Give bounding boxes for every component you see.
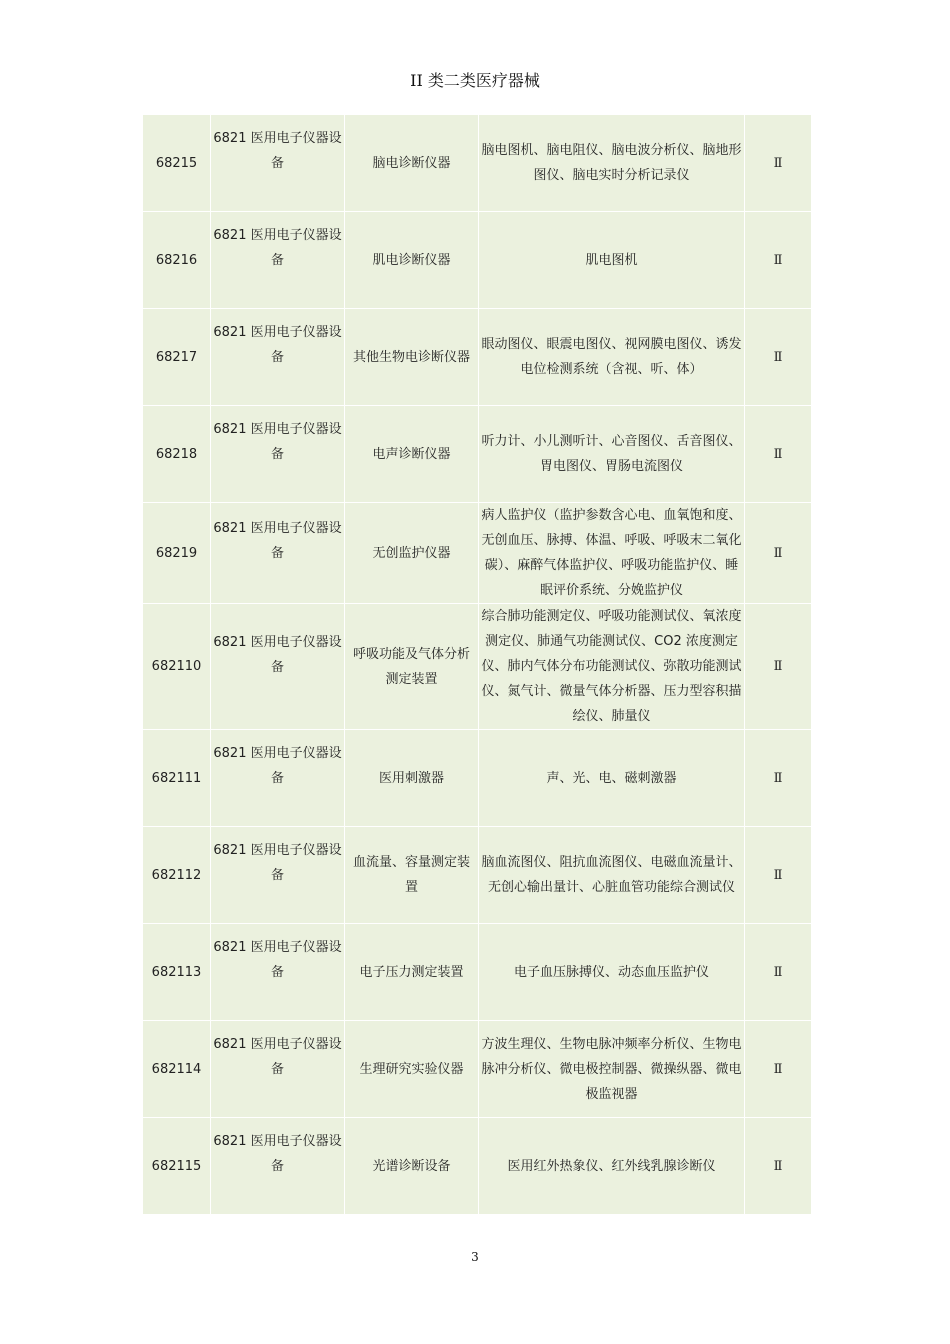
management-class-cell: Ⅱ <box>745 730 812 827</box>
product-code-cell: 68218 <box>143 406 211 503</box>
table-row <box>143 1118 812 1215</box>
product-name-cell: 医用刺激器 <box>345 730 479 827</box>
page-number: 3 <box>471 1250 479 1264</box>
table-row <box>143 406 812 503</box>
management-class-cell: Ⅱ <box>745 1118 812 1215</box>
category-text: 6821 医用电子仪器设备 <box>213 1134 342 1174</box>
examples-cell: 肌电图机 <box>479 212 745 309</box>
management-class-cell: Ⅱ <box>745 1021 812 1118</box>
product-name-cell: 脑电诊断仪器 <box>345 115 479 212</box>
management-class-cell: Ⅱ <box>745 115 812 212</box>
product-name-cell: 肌电诊断仪器 <box>345 212 479 309</box>
product-name-cell: 呼吸功能及气体分析测定装置 <box>345 604 479 730</box>
category-text: 6821 医用电子仪器设备 <box>213 131 342 171</box>
table-row <box>143 212 812 309</box>
product-code-cell: 682112 <box>143 827 211 924</box>
product-name-cell: 电声诊断仪器 <box>345 406 479 503</box>
product-name-cell: 其他生物电诊断仪器 <box>345 309 479 406</box>
table-row <box>143 1021 812 1118</box>
category-text: 6821 医用电子仪器设备 <box>213 521 342 561</box>
product-name-cell: 生理研究实验仪器 <box>345 1021 479 1118</box>
category-text: 6821 医用电子仪器设备 <box>213 843 342 883</box>
table-row <box>143 503 812 604</box>
product-code-cell: 682114 <box>143 1021 211 1118</box>
product-code-cell: 68216 <box>143 212 211 309</box>
table-row <box>143 827 812 924</box>
page-title: II 类二类医疗器械 <box>410 71 540 90</box>
product-name-cell: 电子压力测定装置 <box>345 924 479 1021</box>
category-cell <box>211 115 345 212</box>
category-cell <box>211 924 345 1021</box>
product-code-cell: 68217 <box>143 309 211 406</box>
category-cell <box>211 604 345 730</box>
examples-cell: 电子血压脉搏仪、动态血压监护仪 <box>479 924 745 1021</box>
management-class-cell: Ⅱ <box>745 924 812 1021</box>
examples-cell: 综合肺功能测定仪、呼吸功能测试仪、氧浓度测定仪、肺通气功能测试仪、CO2 浓度测定仪、肺内气体分布功能测试仪、弥散功能测试仪、氮气计、微量气体分析器、压力型容积描绘仪、肺量仪 <box>479 604 745 730</box>
examples-cell: 方波生理仪、生物电脉冲频率分析仪、生物电脉冲分析仪、微电极控制器、微操纵器、微电极监视器 <box>479 1021 745 1118</box>
category-text: 6821 医用电子仪器设备 <box>213 940 342 980</box>
examples-cell: 声、光、电、磁刺激器 <box>479 730 745 827</box>
table-row <box>143 309 812 406</box>
category-cell <box>211 827 345 924</box>
table-row <box>143 604 812 730</box>
product-name-cell: 无创监护仪器 <box>345 503 479 604</box>
category-text: 6821 医用电子仪器设备 <box>213 1037 342 1077</box>
product-code-cell: 682110 <box>143 604 211 730</box>
product-code-cell: 682111 <box>143 730 211 827</box>
product-code-cell: 682113 <box>143 924 211 1021</box>
examples-cell: 医用红外热象仪、红外线乳腺诊断仪 <box>479 1118 745 1215</box>
category-cell <box>211 309 345 406</box>
examples-cell: 脑电图机、脑电阻仪、脑电波分析仪、脑地形图仪、脑电实时分析记录仪 <box>479 115 745 212</box>
product-code-cell: 68215 <box>143 115 211 212</box>
category-text: 6821 医用电子仪器设备 <box>213 634 342 675</box>
category-cell <box>211 1021 345 1118</box>
table-row <box>143 730 812 827</box>
device-catalog-table <box>142 114 812 1215</box>
product-name-cell: 血流量、容量测定装置 <box>345 827 479 924</box>
examples-cell: 眼动图仪、眼震电图仪、视网膜电图仪、诱发电位检测系统（含视、听、体） <box>479 309 745 406</box>
category-cell <box>211 1118 345 1215</box>
category-text: 6821 医用电子仪器设备 <box>213 746 342 786</box>
category-text: 6821 医用电子仪器设备 <box>213 325 342 365</box>
management-class-cell: Ⅱ <box>745 309 812 406</box>
examples-cell: 脑血流图仪、阻抗血流图仪、电磁血流量计、无创心输出量计、心脏血管功能综合测试仪 <box>479 827 745 924</box>
category-cell <box>211 406 345 503</box>
category-cell <box>211 730 345 827</box>
category-text: 6821 医用电子仪器设备 <box>213 422 342 462</box>
category-cell <box>211 503 345 604</box>
management-class-cell: Ⅱ <box>745 827 812 924</box>
category-cell <box>211 212 345 309</box>
management-class-cell: Ⅱ <box>745 406 812 503</box>
product-name-cell: 光谱诊断设备 <box>345 1118 479 1215</box>
management-class-cell: Ⅱ <box>745 503 812 604</box>
product-code-cell: 682115 <box>143 1118 211 1215</box>
management-class-cell: Ⅱ <box>745 604 812 730</box>
examples-cell: 听力计、小儿测听计、心音图仪、舌音图仪、胃电图仪、胃肠电流图仪 <box>479 406 745 503</box>
examples-cell: 病人监护仪（监护参数含心电、血氧饱和度、无创血压、脉搏、体温、呼吸、呼吸末二氧化碳）、麻醉气体监护仪、呼吸功能监护仪、睡眠评价系统、分娩监护仪 <box>479 503 745 604</box>
product-code-cell: 68219 <box>143 503 211 604</box>
category-text: 6821 医用电子仪器设备 <box>213 228 342 268</box>
management-class-cell: Ⅱ <box>745 212 812 309</box>
table-row <box>143 924 812 1021</box>
table-row <box>143 115 812 212</box>
